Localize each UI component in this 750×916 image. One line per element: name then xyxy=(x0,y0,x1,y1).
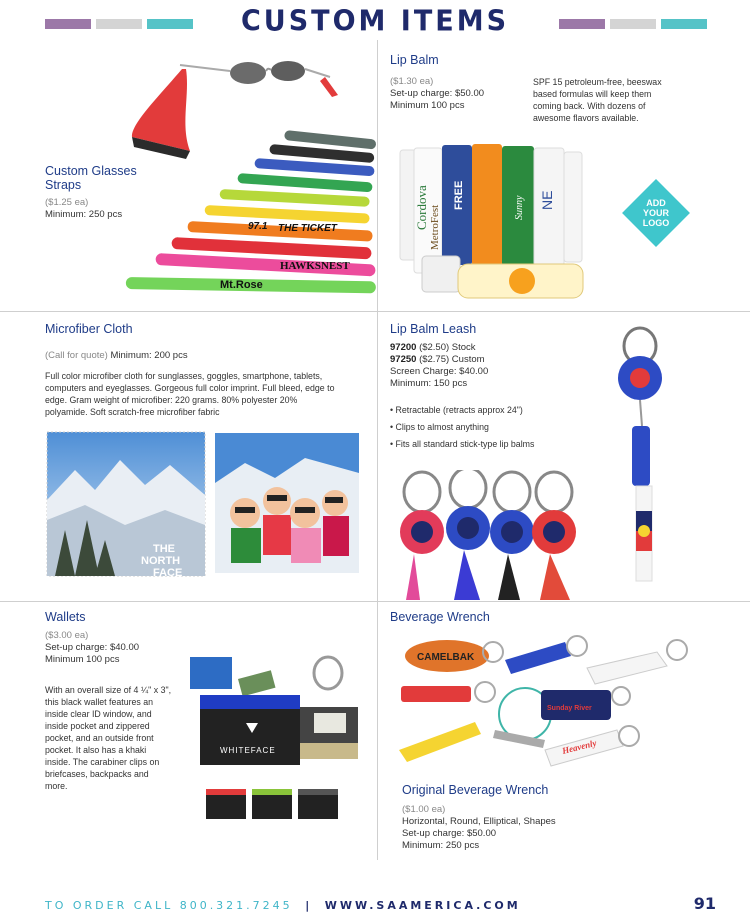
tube-label-cordova: Cordova xyxy=(414,185,429,230)
leash-bullet-list xyxy=(390,405,534,456)
cloth-logo-the: THE xyxy=(153,543,175,555)
tube-label-free: FREE xyxy=(453,180,465,210)
lip-balm-title: Lip Balm xyxy=(390,53,439,67)
lip-balm-price: ($1.30 ea) xyxy=(390,76,434,87)
strap-label-97: 97.1 xyxy=(248,221,268,232)
glasses-straps-price: ($1.25 ea) xyxy=(45,197,89,208)
microfiber-title: Microfiber Cloth xyxy=(45,322,133,336)
cloth-logo-north: NORTH xyxy=(141,555,181,567)
glasses-straps-title: Custom Glasses Straps xyxy=(45,164,137,192)
row-divider-2 xyxy=(0,601,750,602)
opener-label-heavenly: Heavenly xyxy=(561,737,598,756)
wallet-logo: WHITEFACE xyxy=(220,746,276,755)
lip-balm-image xyxy=(392,140,592,300)
wallets-setup: Set-up charge: $40.00 xyxy=(45,642,140,653)
microfiber-price: (Call for quote) xyxy=(45,350,108,361)
microfiber-price-line xyxy=(45,350,188,362)
leash-item2-code: 97250 xyxy=(390,354,417,365)
footer-url-link[interactable]: WWW.SAAMERICA.COM xyxy=(324,899,521,912)
wrench-shapes: Horizontal, Round, Elliptical, Shapes xyxy=(402,816,556,827)
leash-bullet: • Retractable (retracts approx 24") xyxy=(390,405,534,415)
wrench-setup: Set-up charge: $50.00 xyxy=(402,828,497,839)
opener-label-sunday: Sunday River xyxy=(547,705,592,712)
wrench-image xyxy=(395,630,695,780)
wrench-minimum: Minimum: 250 pcs xyxy=(402,840,480,851)
lip-balm-minimum: Minimum 100 pcs xyxy=(390,100,465,111)
cloth-logo-face: FACE xyxy=(153,567,183,578)
leash-bullet: • Clips to almost anything xyxy=(390,422,534,432)
leash-title: Lip Balm Leash xyxy=(390,322,477,336)
leash-item2 xyxy=(390,354,485,366)
sunglasses-graphic xyxy=(180,61,330,84)
wrench-subtitle: Original Beverage Wrench xyxy=(402,783,549,797)
wrench-price: ($1.00 ea) xyxy=(402,804,446,815)
tube-label-metrofest: MetroFest xyxy=(429,204,441,250)
microfiber-minimum: Minimum: 200 pcs xyxy=(110,350,188,361)
strap-label-ticket: THE TICKET xyxy=(278,223,337,234)
microfiber-description: Full color microfiber cloth for sunglasses, goggles, smartphone, tablets, computers and eyeglasses. Gorgeous full color imprint. Full bleed, edge to edge. Gram weight of microfiber: 220 grams. 80% polyester 20% polyamide. Soft scratch-free microfiber fabric xyxy=(45,371,335,417)
wallets-minimum: Minimum 100 pcs xyxy=(45,654,120,665)
header-bar-teal-right xyxy=(661,19,707,29)
glasses-straps-image xyxy=(120,55,378,295)
badge-line-logo: LOGO xyxy=(642,218,670,228)
wrench-title: Beverage Wrench xyxy=(390,610,490,624)
lip-balm-setup: Set-up charge: $50.00 xyxy=(390,88,485,99)
header-bar-purple-right xyxy=(559,19,605,29)
tube-label-ne: NE xyxy=(539,190,555,210)
leash-group-image xyxy=(394,470,594,600)
footer-order-text: TO ORDER CALL 800.321.7245 xyxy=(45,899,293,912)
strap-label-hawksnest: HAWKSNEST xyxy=(280,260,350,272)
header-bar-gray-right xyxy=(610,19,656,29)
glasses-straps-minimum: Minimum: 250 pcs xyxy=(45,209,123,220)
leash-item1 xyxy=(390,342,476,354)
badge-line-your: YOUR xyxy=(642,208,669,218)
leash-item1-price: ($2.50) Stock xyxy=(419,342,476,353)
leash-item2-price: ($2.75) Custom xyxy=(419,354,485,365)
skiers-photo xyxy=(215,433,359,573)
wallet-image xyxy=(188,655,368,825)
footer-separator: | xyxy=(305,899,313,912)
row-divider-1 xyxy=(0,311,750,312)
opener-label-camelbak: CAMELBAK xyxy=(417,652,475,663)
page-title: CUSTOM ITEMS xyxy=(240,5,510,38)
wallets-title: Wallets xyxy=(45,610,86,624)
lip-balm-description: SPF 15 petroleum-free, beeswax based formulas will keep them coming back. With dozens of awesome flavors available. xyxy=(533,77,662,123)
footer-contact xyxy=(45,899,521,912)
tube-label-sunny: Sunny xyxy=(514,195,525,220)
add-your-logo-badge xyxy=(623,180,689,246)
microfiber-cloth-image xyxy=(45,430,207,578)
wallets-description: With an overall size of 4 ¼" x 3", this black wallet features an inside clear ID window, and inside pocket and zippered pocket, and an outside front pocket. It also has a khaki inside. The carabiner clips on briefcases, backpacks and more. xyxy=(45,685,172,791)
page-number: 91 xyxy=(693,894,716,913)
leash-single-image xyxy=(612,326,672,586)
leash-screen-charge: Screen Charge: $40.00 xyxy=(390,366,489,377)
leash-bullet: • Fits all standard stick-type lip balms xyxy=(390,439,534,449)
badge-line-add: ADD xyxy=(646,198,666,208)
strap-label-mtrose: Mt.Rose xyxy=(220,279,263,291)
leash-minimum: Minimum: 150 pcs xyxy=(390,378,468,389)
leash-item1-code: 97200 xyxy=(390,342,417,353)
wallets-price: ($3.00 ea) xyxy=(45,630,89,641)
